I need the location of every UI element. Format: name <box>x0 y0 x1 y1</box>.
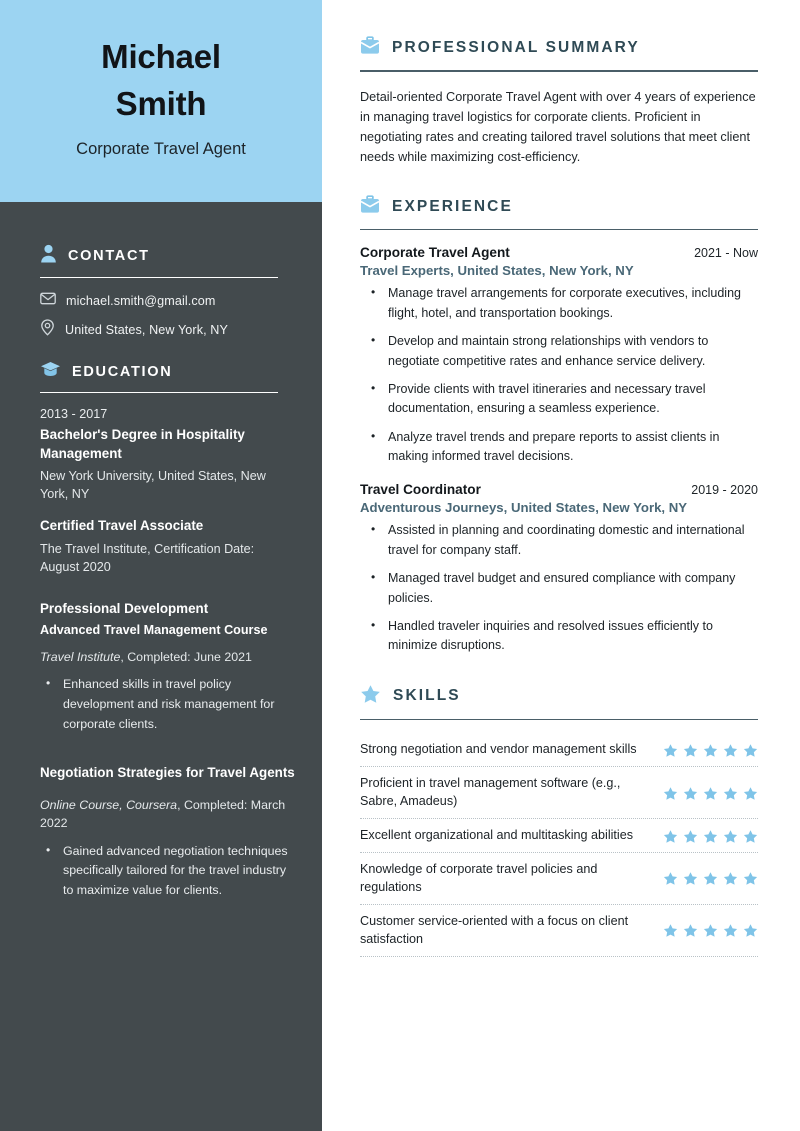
star-icon <box>663 829 678 844</box>
spacer <box>40 748 296 764</box>
star-icon <box>663 923 678 938</box>
job-role: Travel Coordinator <box>360 482 481 498</box>
sidebar-body <box>0 202 322 915</box>
star-icon <box>663 743 678 758</box>
star-icon <box>703 786 718 801</box>
job-role: Corporate Travel Agent <box>360 245 510 261</box>
contact-email-row[interactable] <box>40 292 296 310</box>
list-item: • Gained advanced negotiation techniques specifically tailored for the travel industry to maximize value for clients. <box>44 842 296 901</box>
course-2-block <box>40 764 296 900</box>
list-item: • Manage travel arrangements for corporate executives, including flight, hotel, and transportation bookings. <box>370 284 758 323</box>
spacer <box>40 639 296 649</box>
job-bullets <box>360 521 758 655</box>
contact-section <box>40 244 296 341</box>
star-icon <box>723 786 738 801</box>
job-company: Travel Experts, United States, New York, NY <box>360 263 634 279</box>
contact-location-text: United States, New York, NY <box>65 323 228 337</box>
education-section <box>40 361 296 901</box>
skill-rating-stars <box>663 743 758 758</box>
course-2-meta-rest: , Completed: March 2022 <box>40 797 286 830</box>
spacer <box>40 590 296 600</box>
job-header <box>360 245 758 260</box>
skill-name: Customer service-oriented with a focus on client satisfaction <box>360 913 629 946</box>
list-item: • Analyze travel trends and prepare reports to assist clients in making informed travel decisions. <box>370 428 758 467</box>
star-icon <box>703 923 718 938</box>
contact-divider <box>40 277 278 278</box>
skill-rating-stars <box>663 786 758 801</box>
list-item: • Assisted in planning and coordinating domestic and international travel for company staff. <box>370 521 758 560</box>
course-2-meta-italic: Online Course, Coursera <box>40 797 178 812</box>
education-degree: Bachelor's Degree in Hospitality Management <box>40 427 245 461</box>
experience-job <box>360 245 758 466</box>
experience-heading-text: EXPERIENCE <box>392 197 513 215</box>
list-item: • Provide clients with travel itineraries and necessary travel documentation, ensuring a seamless experience. <box>370 380 758 419</box>
certification-item <box>40 517 296 576</box>
education-school: New York University, United States, New York, NY <box>40 469 266 502</box>
star-icon <box>703 829 718 844</box>
list-item: • Develop and maintain strong relationships with vendors to negotiate competitive rates and enhance service delivery. <box>370 332 758 371</box>
contact-heading <box>40 244 296 268</box>
star-icon <box>723 743 738 758</box>
experience-section <box>360 195 758 656</box>
contact-location-row <box>40 319 296 341</box>
list-item: • Managed travel budget and ensured compliance with company policies. <box>370 569 758 608</box>
job-dates: 2019 - 2020 <box>691 483 758 498</box>
professional-development-title: Professional Development <box>40 601 209 616</box>
star-icon <box>723 871 738 886</box>
education-heading-text: EDUCATION <box>72 364 173 380</box>
star-icon <box>743 829 758 844</box>
briefcase-icon <box>360 36 380 60</box>
skill-name: Knowledge of corporate travel policies and regulations <box>360 862 598 894</box>
skill-row <box>360 819 758 853</box>
certification-detail: The Travel Institute, Certification Date: August 2020 <box>40 541 255 574</box>
location-pin-icon <box>40 319 55 341</box>
course-1-meta <box>40 649 296 667</box>
last-name: Smith <box>115 84 207 122</box>
course-2-bullets <box>40 842 296 901</box>
professional-development-block <box>40 600 296 734</box>
star-icon <box>683 743 698 758</box>
experience-job <box>360 482 758 655</box>
sidebar <box>0 0 322 1131</box>
star-icon <box>360 684 381 709</box>
summary-heading-text: PROFESSIONAL SUMMARY <box>392 39 640 56</box>
course-1-meta-italic: Travel Institute <box>40 649 121 664</box>
experience-divider <box>360 229 758 231</box>
list-item: • Enhanced skills in travel policy development and risk management for corporate clients. <box>44 675 296 734</box>
header-job-title: Corporate Travel Agent <box>76 139 246 158</box>
certification-title: Certified Travel Associate <box>40 518 204 534</box>
job-bullets <box>360 284 758 466</box>
skill-name: Strong negotiation and vendor management skills <box>360 742 637 757</box>
skill-name: Proficient in travel management software (e.g., Sabre, Amadeus) <box>360 776 621 809</box>
star-icon <box>683 786 698 801</box>
star-icon <box>683 829 698 844</box>
skill-row <box>360 853 758 905</box>
skill-rating-stars <box>663 871 758 886</box>
star-icon <box>683 871 698 886</box>
skill-row <box>360 767 758 819</box>
skill-row <box>360 733 758 767</box>
list-item: • Handled traveler inquiries and resolved issues efficiently to minimize disruptions. <box>370 617 758 656</box>
course-1-meta-rest: , Completed: June 2021 <box>120 649 252 664</box>
summary-divider <box>360 70 758 72</box>
star-icon <box>663 786 678 801</box>
experience-heading <box>360 195 758 219</box>
envelope-icon <box>40 292 56 310</box>
star-icon <box>743 871 758 886</box>
person-icon <box>40 244 57 268</box>
skills-list <box>360 733 758 956</box>
summary-section <box>360 36 758 167</box>
contact-email-text: michael.smith@gmail.com <box>66 294 216 308</box>
education-heading <box>40 361 296 383</box>
star-icon <box>743 923 758 938</box>
skill-rating-stars <box>663 923 758 938</box>
summary-heading <box>360 36 758 60</box>
skills-heading-text: SKILLS <box>393 687 461 705</box>
job-company: Adventurous Journeys, United States, New York, NY <box>360 500 688 516</box>
skills-divider <box>360 719 758 721</box>
star-icon <box>703 743 718 758</box>
name-header <box>0 0 322 202</box>
job-header <box>360 482 758 497</box>
main-column <box>322 0 800 1131</box>
course-1-name: Advanced Travel Management Course <box>40 622 268 637</box>
skill-row <box>360 905 758 957</box>
star-icon <box>723 923 738 938</box>
education-divider <box>40 392 278 393</box>
education-item <box>40 407 296 503</box>
skill-name: Excellent organizational and multitasking abilities <box>360 828 634 843</box>
skills-section <box>360 684 758 957</box>
education-dates: 2013 - 2017 <box>40 407 108 421</box>
spacer <box>360 672 758 684</box>
course-1-bullets <box>40 675 296 734</box>
contact-heading-text: CONTACT <box>68 248 150 264</box>
summary-text: Detail-oriented Corporate Travel Agent with over 4 years of experience in managing travel logistics for corporate clients. Proficient in negotiating rates and creating tailored travel solutions that meet client needs while maximizing cost-efficiency. <box>360 89 756 164</box>
star-icon <box>743 786 758 801</box>
first-name: Michael <box>101 38 221 75</box>
star-icon <box>663 871 678 886</box>
star-icon <box>703 871 718 886</box>
job-dates: 2021 - Now <box>694 246 758 261</box>
star-icon <box>743 743 758 758</box>
course-2-name: Negotiation Strategies for Travel Agents <box>40 765 295 781</box>
skill-rating-stars <box>663 829 758 844</box>
course-2-meta <box>40 797 296 833</box>
skills-heading <box>360 684 758 709</box>
spacer <box>40 787 296 797</box>
star-icon <box>683 923 698 938</box>
graduation-cap-icon <box>40 361 61 383</box>
star-icon <box>723 829 738 844</box>
spacer <box>360 173 758 195</box>
briefcase-icon <box>360 195 380 219</box>
